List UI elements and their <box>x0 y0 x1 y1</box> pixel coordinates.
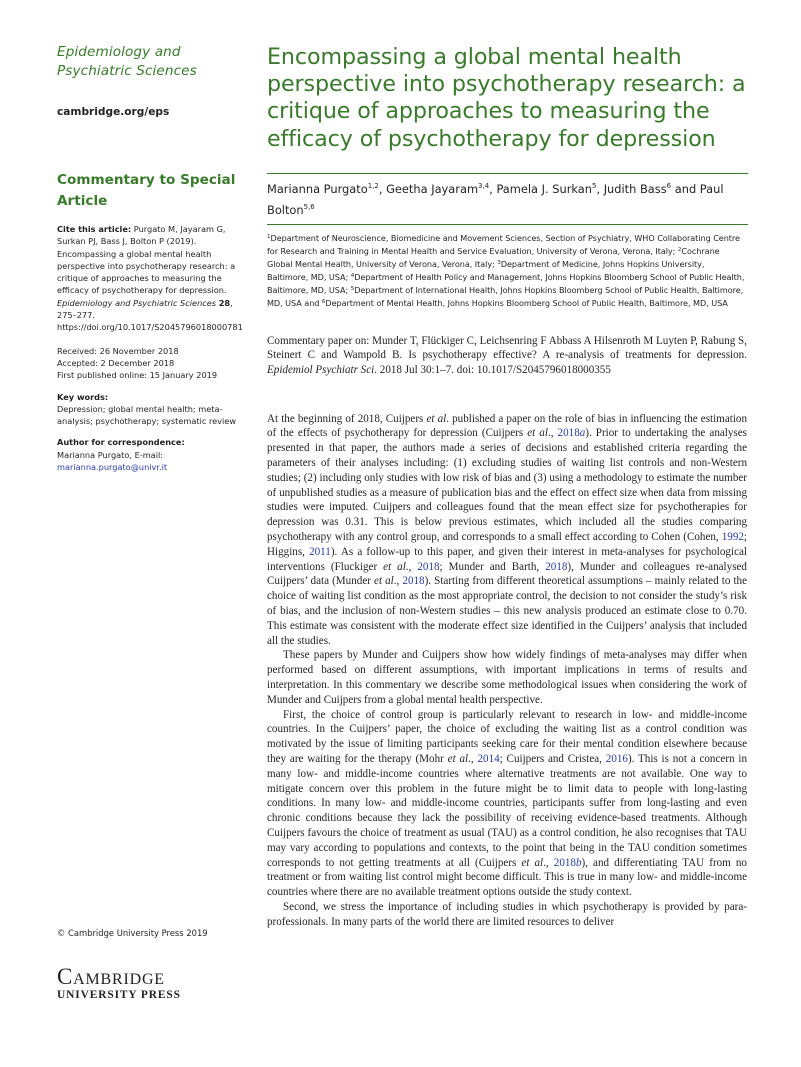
author-name: Judith Bass <box>603 181 667 196</box>
author-affiliation-marker: 5,6 <box>303 202 315 211</box>
article-title: Encompassing a global mental health perspective into psychotherapy research: a critique of approaches to measuring the efficacy of psychotherapy for depression <box>267 44 746 152</box>
italic-text: et al <box>521 856 544 869</box>
author-separator: , <box>378 181 387 196</box>
affiliation-text: Department of Neuroscience, Biomedicine and Movement Sciences, Section of Psychiatry, WHO Collaborating Centre for Research and Training in Mental Health and Service Evaluation, University of Verona, Verona, Italy; <box>267 232 740 256</box>
body-text: ., <box>393 575 403 588</box>
author-list <box>267 174 747 224</box>
affiliation-text: Department of Medicine, Johns Hopkins University, Baltimore, MD, USA; <box>267 258 705 282</box>
correspondence <box>57 449 252 474</box>
affiliation-number: 1 <box>267 233 271 240</box>
article-dates <box>57 345 252 382</box>
citation-volume: 28 <box>218 297 231 308</box>
body-text: These papers by Munder and Cuijpers show how widely findings of meta-analyses may differ when performed based on different assumptions, with important implications in terms of results and interpretation. In this commentary we describe some methodological issues when considering the work of Munder and Cuijpers from a global mental health perspective. <box>267 649 747 706</box>
affiliation-text: Department of International Health, Johns Hopkins Bloomberg School of Public Health, Baltimore, MD, USA and <box>267 284 744 308</box>
publisher-logo-line1: Cambridge <box>57 964 165 989</box>
italic-text: et al <box>527 427 548 440</box>
reference-link[interactable]: 2016 <box>605 752 628 765</box>
body-paragraph <box>267 648 747 707</box>
body-text: ). Starting from different theoretical assumptions – mainly related to the choice of waiting list condition as the most appropriate control, the decision to not consider the study’s risk of bias, and the inclusion of non-Western studies – this new analysis produced an estimate close to 0.70. This estimate was consistent with the moderate effect size identified in the Cuijpers’ analysis that included all the studies. <box>267 575 747 647</box>
affiliations <box>267 232 747 310</box>
body-text: ., <box>543 856 554 869</box>
body-text: ., <box>405 560 418 573</box>
citation-doi[interactable]: , 275–277. https://doi.org/10.1017/S2045796018000781 <box>57 297 243 333</box>
body-text: ; Cuijpers and Cristea, <box>499 752 606 765</box>
copyright: © Cambridge University Press 2019 <box>57 928 208 938</box>
article-main <box>267 44 747 929</box>
italic-text: et al <box>426 412 447 425</box>
journal-site-link[interactable]: cambridge.org/eps <box>57 106 170 118</box>
affiliation-number: 2 <box>677 246 682 253</box>
affiliation-number: 6 <box>321 298 326 305</box>
journal-name: Epidemiology and Psychiatric Sciences <box>57 44 197 79</box>
published-date: First published online: 15 January 2019 <box>57 370 218 381</box>
affiliation-text: Cochrane Global Mental Health, University of Verona, Verona, Italy; <box>267 245 720 269</box>
body-text: ). As a follow-up to this paper, and given their interest in meta-analyses for psychological interventions (Fluckiger <box>267 545 747 573</box>
commentary-suffix: . 2018 Jul 30:1–7. doi: 10.1017/S2045796018000355 <box>374 364 611 376</box>
body-text: First, the choice of control group is particularly relevant to research in low- and middle-income countries. In the Cuijpers’ paper, the choice of excluding the waiting list as a control condition was motivated by the issue of limiting participants seeking care for their mental condition elsewhere because they are waiting for the therapy (Mohr <box>267 708 747 765</box>
author-separator: , <box>489 181 497 196</box>
affiliation-number: 5 <box>350 285 355 292</box>
body-text: ), Munder and colleagues re-analysed Cuijpers’ data (Munder <box>267 560 747 588</box>
commentary-prefix: Commentary paper on: Munder T, Flückiger C, Leichsenring F Abbass A Hilsenroth M Luyten P, Rabung S, Steinert C and Wampold B. Is psychotherapy effective? A re-analysis of treatments for depression. <box>267 334 747 362</box>
keywords-label: Key words: <box>57 391 109 402</box>
commentary-journal: Epidemiol Psychiatr Sci <box>267 364 375 376</box>
citation-label: Cite this article: <box>57 224 132 234</box>
article-sidebar <box>57 43 252 473</box>
reference-link[interactable]: 2014 <box>477 752 500 765</box>
affiliation-text: Department of Health Policy and Management, Johns Hopkins Bloomberg School of Public Health, Baltimore, MD, USA; <box>267 271 745 295</box>
body-paragraph <box>267 900 747 930</box>
author-separator: and <box>671 181 700 196</box>
author-affiliation-marker: 5 <box>591 181 597 190</box>
reference-link[interactable]: 1992 <box>721 530 744 543</box>
reference-link[interactable]: 2018 <box>402 575 425 588</box>
correspondence-label: Author for correspondence: <box>57 437 185 448</box>
article-type: Commentary to Special Article <box>57 172 236 209</box>
body-text: . published a paper on the role of bias in influencing the estimation of the effects of psychotherapy for depression (Cuijpers <box>267 412 747 440</box>
publisher-logo-line2: UNIVERSITY PRESS <box>57 989 181 1001</box>
reference-link[interactable]: a <box>579 427 586 440</box>
author-affiliation-marker: 1,2 <box>367 181 379 190</box>
author-name: Pamela J. Surkan <box>496 181 592 196</box>
author-name: Marianna Purgato <box>267 181 368 196</box>
commentary-on <box>267 334 747 378</box>
body-paragraph <box>267 708 747 900</box>
affiliation-number: 3 <box>497 259 501 266</box>
body-text: ., <box>547 427 558 440</box>
reference-link[interactable]: 2018 <box>417 560 440 573</box>
reference-link[interactable]: b <box>575 856 582 869</box>
citation-block <box>57 223 252 334</box>
reference-link[interactable]: 2018 <box>557 427 580 440</box>
affiliation-number: 4 <box>350 272 355 279</box>
citation-text: Purgato M, Jayaram G, Surkan PJ, Bass J, Bolton P (2019). Encompassing a global mental health perspective into psychotherapy research: a critique of approaches to measuring the efficacy of psychotherapy for depression. <box>57 224 236 296</box>
accepted-date: Accepted: 2 December 2018 <box>57 357 175 368</box>
body-text: Second, we stress the importance of including studies in which psychotherapy is provided by para-professionals. In many parts of the world there are limited resources to deliver <box>267 900 747 928</box>
italic-text: et al <box>374 575 394 588</box>
body-text: ), and differentiating TAU from no treatment or from waiting list control might become difficult. This is true in many low- and middle-income countries where there are no available treatment options outside the study context. <box>267 856 747 899</box>
author-separator: , <box>596 181 604 196</box>
italic-text: et al <box>383 560 406 573</box>
correspondence-text: Marianna Purgato, E-mail: <box>57 449 164 460</box>
italic-text: et al <box>447 752 469 765</box>
reference-link[interactable]: 2011 <box>309 545 331 558</box>
author-affiliation-marker: 3,4 <box>478 181 490 190</box>
body-text: ). Prior to undertaking the analyses presented in that paper, the authors made a series of decisions and established criteria regarding the parameters of their analyses including: (1) excluding studies of waiting list controls and non-Western studies; (2) including only studies with low risk of bias and (3) using a methodology to estimate the number of unpublished studies as a measure of publication bias and the effect on effect size when data from missing studies were imputed. Cuijpers and colleagues found that the mean effect size for psychotherapies for depression was 0.31. This is below previous estimates, which included all the studies comparing psychotherapy with any control group, and corresponds to a small effect according to Cohen (Cohen, <box>267 427 747 543</box>
reference-link[interactable]: 2018 <box>553 856 576 869</box>
body-text: ., <box>468 752 478 765</box>
keywords: Depression; global mental health; meta-analysis; psychotherapy; systematic review <box>57 403 237 427</box>
body-text: ; Munder and Barth, <box>439 560 546 573</box>
authors-divider <box>267 224 748 225</box>
author-name: Paul Bolton <box>267 181 724 217</box>
body-text: At the beginning of 2018, Cuijpers <box>267 412 427 425</box>
citation-journal: Epidemiology and Psychiatric Sciences <box>57 297 217 308</box>
body-text: ; Higgins, <box>267 530 747 558</box>
affiliation-text: Department of Mental Health, Johns Hopkins Bloomberg School of Public Health, Baltimore, MD, USA <box>325 297 728 308</box>
reference-link[interactable]: 2018 <box>545 560 568 573</box>
body-text: ). This is not a concern in many low- and middle-income countries where alternative treatments are not available. One way to mitigate concern over this problem in the future might be to limit data to people with long-lasting conditions. In many low- and middle-income countries, participants suffer from long-lasting and even chronic conditions because they lack the possibility of receiving evidence-based treatments. Although Cuijpers favours the choice of treatment as usual (TAU) as a control condition, he also recognises that TAU may vary according to populations and contexts, to the point that being in the TAU condition sometimes corresponds to not getting treatments at all (Cuijpers <box>267 752 748 869</box>
article-body <box>267 412 747 930</box>
correspondence-email-link[interactable]: marianna.purgato@univr.it <box>57 462 168 473</box>
author-affiliation-marker: 6 <box>666 181 672 190</box>
body-paragraph <box>267 412 747 649</box>
author-name: Geetha Jayaram <box>386 181 479 196</box>
received-date: Received: 26 November 2018 <box>57 345 179 356</box>
publisher-logo <box>57 966 181 1002</box>
